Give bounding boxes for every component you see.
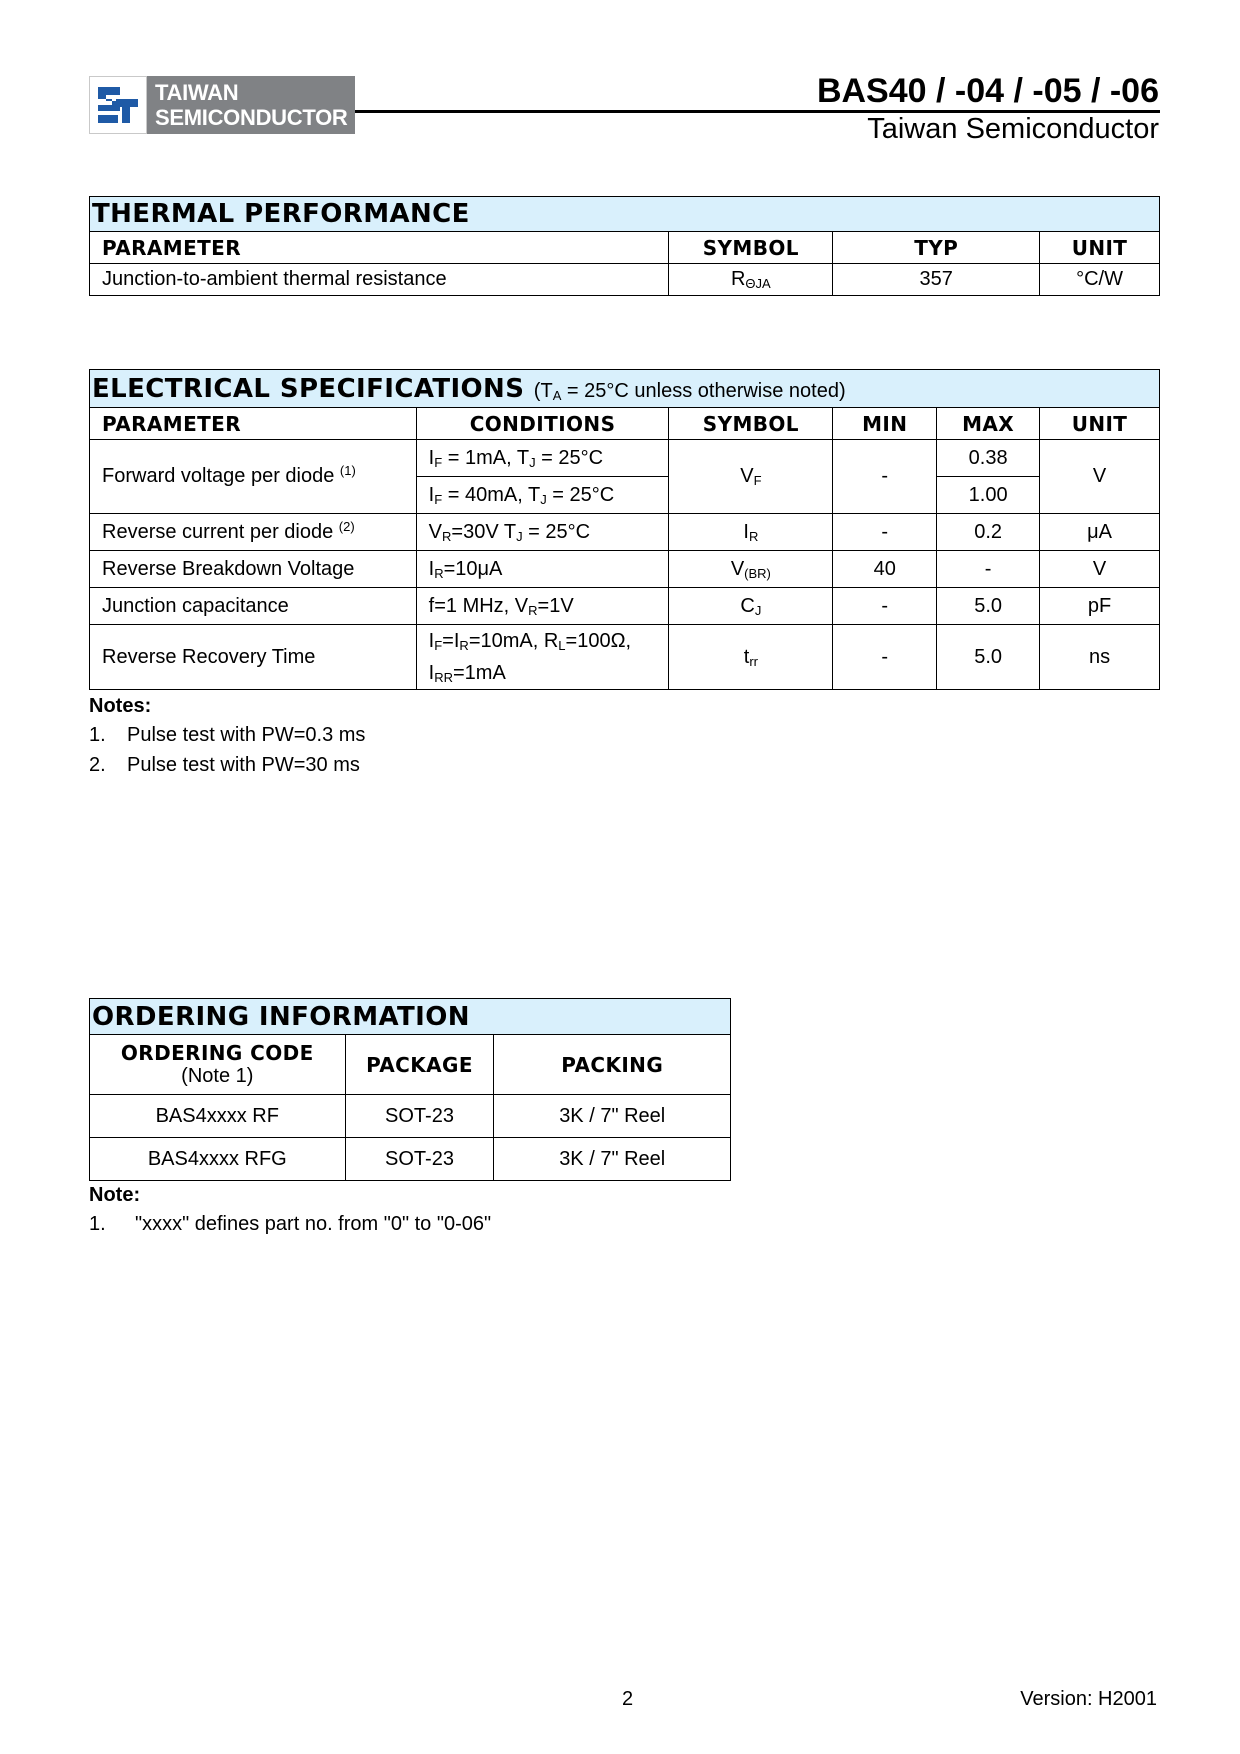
cap-unit: pF <box>1040 588 1160 625</box>
thermal-col-symbol: SYMBOL <box>669 232 833 264</box>
cap-symbol: $C_J$ <box>669 588 833 625</box>
thermal-parameter: Junction-to-ambient thermal resistance <box>90 264 669 296</box>
notes-title: Notes: <box>89 695 152 717</box>
brk-unit: V <box>1040 551 1160 588</box>
trr-min: - <box>833 625 937 690</box>
document-title: BAS40 / -04 / -05 / -06 <box>816 72 1159 110</box>
brk-symbol: $V_{(BR)}$ <box>669 551 833 588</box>
elec-col-max: MAX <box>937 408 1040 440</box>
thermal-performance-table <box>89 196 1160 296</box>
rev-parameter: Reverse current per diode $^{(2)}$ <box>90 514 417 551</box>
cap-min: - <box>833 588 937 625</box>
ordering-information-table <box>89 998 731 1181</box>
list-item: 2. Pulse test with PW=30 ms <box>89 754 360 776</box>
electrical-heading: ELECTRICAL SPECIFICATIONS ($T_A = 25^\circ C$ unless otherwise noted) <box>90 370 1160 408</box>
list-item: 1. Pulse test with PW=0.3 ms <box>89 724 366 746</box>
brk-min: 40 <box>833 551 937 588</box>
table-row <box>90 625 1160 690</box>
rev-max: 0.2 <box>937 514 1040 551</box>
ordering-col-packing: PACKING <box>494 1035 731 1095</box>
fwd-condition-1: $I_F = 1mA$, $T_J = 25^\circ C$ <box>416 440 669 477</box>
ordering-notes <box>89 1184 491 1236</box>
trr-unit: ns <box>1040 625 1160 690</box>
fwd-max-1: 0.38 <box>937 440 1040 477</box>
elec-col-symbol: SYMBOL <box>669 408 833 440</box>
logo-line-1: TAIWAN <box>155 80 239 105</box>
thermal-col-typ: TYP <box>833 232 1040 264</box>
electrical-specifications-table <box>89 369 1160 690</box>
ordering-col-code: ORDERING CODE (Note 1) <box>90 1035 346 1095</box>
thermal-unit: °C/W <box>1040 264 1160 296</box>
ordering-packing: 3K / 7" Reel <box>494 1095 731 1138</box>
company-logo <box>89 76 355 134</box>
logo-wordmark <box>147 76 355 134</box>
table-row <box>90 514 1160 551</box>
rev-min: - <box>833 514 937 551</box>
electrical-notes <box>89 695 365 784</box>
table-row <box>90 1095 731 1138</box>
table-row <box>90 1138 731 1181</box>
ordering-col-package: PACKAGE <box>345 1035 494 1095</box>
thermal-col-parameter: PARAMETER <box>90 232 669 264</box>
thermal-typ: 357 <box>833 264 1040 296</box>
brk-parameter: Reverse Breakdown Voltage <box>90 551 417 588</box>
rev-symbol: $I_R$ <box>669 514 833 551</box>
ordering-heading: ORDERING INFORMATION <box>90 999 731 1035</box>
table-row <box>90 440 1160 477</box>
brk-max: - <box>937 551 1040 588</box>
ordering-package: SOT-23 <box>345 1138 494 1181</box>
table-row <box>90 588 1160 625</box>
ordering-code: BAS4xxxx RF <box>90 1095 346 1138</box>
ordering-code: BAS4xxxx RFG <box>90 1138 346 1181</box>
cap-condition: f=1 MHz, $V_R=1V$ <box>416 588 669 625</box>
brk-condition: $I_R=10\mu A$ <box>416 551 669 588</box>
fwd-unit: V <box>1040 440 1160 514</box>
fwd-parameter: Forward voltage per diode $^{(1)}$ <box>90 440 417 514</box>
version-label: Version: H2001 <box>1020 1688 1157 1710</box>
document-subtitle: Taiwan Semiconductor <box>867 113 1159 145</box>
cap-max: 5.0 <box>937 588 1040 625</box>
trr-max: 5.0 <box>937 625 1040 690</box>
elec-col-unit: UNIT <box>1040 408 1160 440</box>
trr-condition: $I_F=I_R=10mA$, $R_L=100\Omega$, $I_{RR}=1mA$ <box>416 625 669 690</box>
thermal-symbol: $R_{\Theta JA}$ <box>669 264 833 296</box>
cap-parameter: Junction capacitance <box>90 588 417 625</box>
fwd-max-2: 1.00 <box>937 477 1040 514</box>
logo-mark-icon <box>89 76 147 134</box>
thermal-heading: THERMAL PERFORMANCE <box>90 197 1160 232</box>
thermal-col-unit: UNIT <box>1040 232 1160 264</box>
elec-col-conditions: CONDITIONS <box>416 408 669 440</box>
table-row <box>90 551 1160 588</box>
fwd-condition-2: $I_F = 40mA$, $T_J = 25^\circ C$ <box>416 477 669 514</box>
trr-parameter: Reverse Recovery Time <box>90 625 417 690</box>
page-number: 2 <box>622 1688 634 1710</box>
fwd-symbol: $V_F$ <box>669 440 833 514</box>
rev-unit: μA <box>1040 514 1160 551</box>
note-title: Note: <box>89 1184 141 1206</box>
elec-col-min: MIN <box>833 408 937 440</box>
electrical-heading-note: ($T_A = 25^\circ C$ unless otherwise noted) <box>533 379 846 403</box>
ordering-package: SOT-23 <box>345 1095 494 1138</box>
rev-condition: $V_R=30V$ $T_J = 25^\circ C$ <box>416 514 669 551</box>
list-item: 1. "xxxx" defines part no. from "0" to "0-06" <box>89 1213 492 1235</box>
ordering-packing: 3K / 7" Reel <box>494 1138 731 1181</box>
elec-col-parameter: PARAMETER <box>90 408 417 440</box>
trr-symbol: $t_{rr}$ <box>669 625 833 690</box>
fwd-min: - <box>833 440 937 514</box>
logo-line-2: SEMICONDUCTOR <box>155 105 348 130</box>
